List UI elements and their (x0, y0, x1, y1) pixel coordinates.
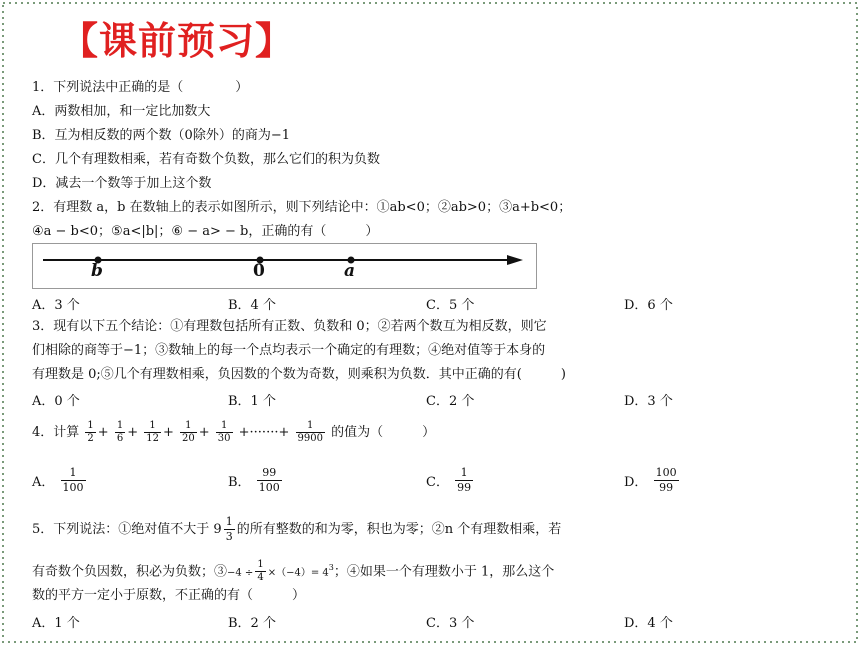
q4-option-c[interactable]: C． $\frac{1}{99}$ (426, 466, 472, 494)
q4-option-a[interactable]: A． $\frac{1}{100}$ (32, 466, 84, 494)
q4-fraction: $\frac{1}{20}$ (182, 420, 195, 444)
q4-option-d[interactable]: D． $\frac{100}{99}$ (624, 466, 677, 494)
number-line (33, 244, 536, 288)
q4-prefix: 4．计算 (32, 425, 80, 440)
q2-stem-line1: 2．有理数 a，b 在数轴上的表示如图所示，则下列结论中：①ab<0；②ab>0；③a+b<0； (32, 200, 572, 215)
q1-option-b[interactable]: B．互为相反数的两个数（0除外）的商为−1 (32, 128, 290, 143)
q4-fraction: $\frac{1}{2}$ (87, 420, 94, 444)
q5-option-a[interactable]: A．1 个 (32, 616, 80, 631)
q1-option-c[interactable]: C．几个有理数相乘，若有奇数个负数，那么它们的积为负数 (32, 152, 380, 167)
q1-option-d[interactable]: D．减去一个数等于加上这个数 (32, 176, 212, 191)
q4-ellipsis: +·······+ (238, 425, 290, 440)
q5-mixed-fraction: $\frac{1}{3}$ (225, 515, 233, 543)
q4-last-fraction: $\frac{1}{9900}$ (297, 420, 323, 444)
q5-stem-line1: 5．下列说法：①绝对值不大于 9 $\frac{1}{3}$ 的所有整数的和为零，积也为零；②n 个有理数相乘，若 (32, 515, 562, 543)
q5-option-b[interactable]: B．2 个 (228, 616, 276, 631)
arrow-head-icon (507, 255, 523, 265)
q4-fraction: $\frac{1}{6}$ (116, 420, 124, 444)
q2-option-d[interactable]: D．6 个 (624, 298, 673, 313)
q3-stem-line1: 3．现有以下五个结论：①有理数包括所有正数、负数和 0；②若两个数互为相反数，则它 (32, 319, 547, 334)
q3-option-b[interactable]: B．1 个 (228, 394, 276, 409)
q5-stem-line2: 有奇数个负因数，积必为负数；③−4 ÷ $\frac{1}{4}$ $\times(-4)= 4^3$；④如果一个有理数小于 1，那么这个 (32, 559, 555, 584)
q5-stem-line3: 数的平方一定小于原数，不正确的有（ ） (32, 588, 306, 603)
q3-stem-line3: 有理数是 0;⑤几个有理数相乘，负因数的个数为奇数，则乘积为负数．其中正确的有( ) (32, 367, 566, 382)
q4-option-b[interactable]: B． $\frac{99}{100}$ (228, 466, 280, 494)
q4-fraction: $\frac{1}{12}$ (146, 420, 159, 444)
q5-option-c[interactable]: C．3 个 (426, 616, 475, 631)
q3-option-c[interactable]: C．2 个 (426, 394, 475, 409)
q4-stem: 4．计算 $\frac{1}{2}$ + $\frac{1}{6}$ + $\frac{1}{12}$ + $\frac{1}{20}$ + $\frac{1}{30}$ +·······+ $\frac{1}{9900}$ 的值为（ ） (32, 420, 436, 444)
q5-option-d[interactable]: D．4 个 (624, 616, 673, 631)
q1-option-a[interactable]: A．两数相加，和一定比加数大 (32, 104, 211, 119)
q3-option-d[interactable]: D．3 个 (624, 394, 673, 409)
label-zero: 0 (253, 261, 265, 281)
q2-option-a[interactable]: A．3 个 (32, 298, 80, 313)
q3-stem-line2: 们相除的商等于−1；③数轴上的每一个点均表示一个确定的有理数；④绝对值等于本身的 (32, 343, 546, 358)
q2-option-c[interactable]: C．5 个 (426, 298, 475, 313)
section-title: 【课前预习】 (60, 19, 295, 63)
number-line-figure (32, 243, 537, 289)
q4-fraction: $\frac{1}{30}$ (217, 420, 231, 444)
q4-suffix: 的值为（ ） (331, 425, 436, 440)
q5-expr-fraction: $\frac{1}{4}$ (257, 559, 264, 584)
q3-option-a[interactable]: A．0 个 (32, 394, 80, 409)
q2-option-b[interactable]: B．4 个 (228, 298, 276, 313)
label-a: a (344, 261, 356, 281)
label-b: b (91, 261, 103, 281)
q1-stem: 1．下列说法中正确的是（ ） (32, 80, 249, 95)
q2-stem-line2: ④a − b<0；⑤a<|b|；⑥ − a> − b，正确的有（ ） (32, 224, 379, 239)
